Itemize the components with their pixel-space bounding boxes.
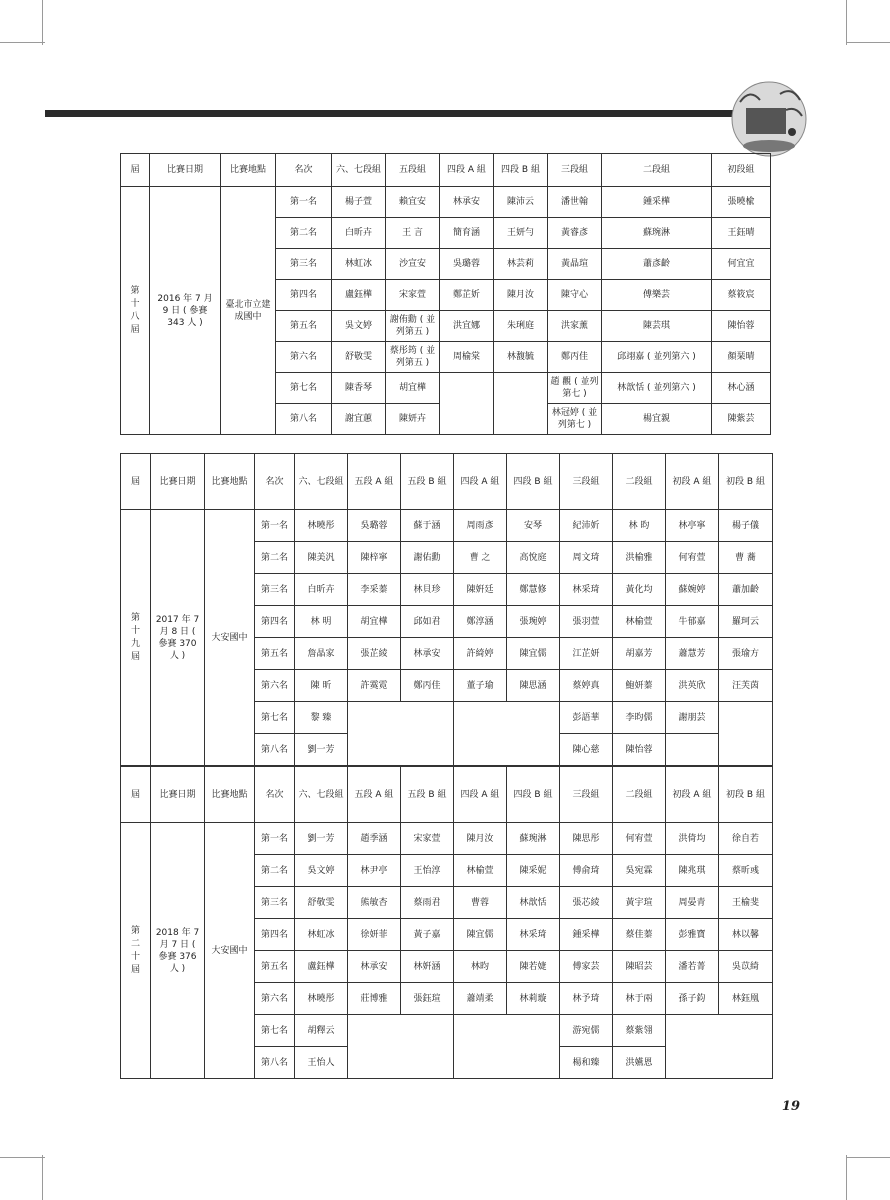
winner-cell: 李昀儒 xyxy=(613,702,666,734)
rank-cell: 第四名 xyxy=(255,606,295,638)
column-header: 比賽地點 xyxy=(205,767,255,823)
winner-cell: 陳若婕 xyxy=(507,951,560,983)
crop-mark xyxy=(42,0,43,45)
winner-cell: 陳月汝 xyxy=(454,823,507,855)
rank-cell: 第七名 xyxy=(255,702,295,734)
winner-cell: 張琬婷 xyxy=(507,606,560,638)
winner-cell: 朱琍庭 xyxy=(494,311,548,342)
winner-cell: 謝朋芸 xyxy=(666,702,719,734)
winner-cell: 蔡紫翎 xyxy=(613,1015,666,1047)
column-header: 比賽日期 xyxy=(151,454,205,510)
winner-cell: 洪倚均 xyxy=(666,823,719,855)
winner-cell: 吳苡綺 xyxy=(719,951,773,983)
winner-cell: 陳思彤 xyxy=(560,823,613,855)
column-header: 初段組 xyxy=(712,154,771,187)
winner-cell: 林曉彤 xyxy=(295,510,348,542)
winner-cell: 舒敬雯 xyxy=(295,887,348,919)
winner-cell: 鄭淳涵 xyxy=(454,606,507,638)
winner-cell: 黃化均 xyxy=(613,574,666,606)
column-header: 初段 A 組 xyxy=(666,454,719,510)
column-header: 六、七段組 xyxy=(295,454,348,510)
winner-cell: 盧鈺樺 xyxy=(332,280,386,311)
column-header: 五段 B 組 xyxy=(401,454,454,510)
column-header: 三段組 xyxy=(548,154,602,187)
date-cell: 2017 年 7 月 8 日 ( 參賽 370 人 ) xyxy=(151,510,205,766)
winner-cell xyxy=(454,1015,560,1079)
venue-cell: 大安國中 xyxy=(205,510,255,766)
winner-cell: 林予琦 xyxy=(560,983,613,1015)
winner-cell: 洪榆雅 xyxy=(613,542,666,574)
winner-cell: 吳文婷 xyxy=(332,311,386,342)
winner-cell: 林鈺凰 xyxy=(719,983,773,1015)
winner-cell: 潘若菁 xyxy=(666,951,719,983)
winner-cell: 許綺婷 xyxy=(454,638,507,670)
winner-cell: 林芸莉 xyxy=(494,249,548,280)
winner-cell: 游宛儒 xyxy=(560,1015,613,1047)
winner-cell: 林采琦 xyxy=(560,574,613,606)
crop-mark xyxy=(42,1155,43,1200)
winner-cell: 鮑妍蓁 xyxy=(613,670,666,702)
winner-cell: 吳文婷 xyxy=(295,855,348,887)
winner-cell: 賴宜安 xyxy=(386,187,440,218)
session-cell xyxy=(121,187,150,435)
column-header: 四段 A 組 xyxy=(454,767,507,823)
winner-cell: 林莉璇 xyxy=(507,983,560,1015)
winner-cell: 謝佑勳 xyxy=(401,542,454,574)
winner-cell: 白昕卉 xyxy=(332,218,386,249)
winner-cell: 彭語華 xyxy=(560,702,613,734)
winner-cell: 詹晶家 xyxy=(295,638,348,670)
column-header: 四段 B 組 xyxy=(507,454,560,510)
winner-cell: 林歆恬 xyxy=(507,887,560,919)
winner-cell: 林心涵 xyxy=(712,373,771,404)
winner-cell: 陳宜儒 xyxy=(454,919,507,951)
winner-cell: 沙宣安 xyxy=(386,249,440,280)
venue-cell: 大安國中 xyxy=(205,823,255,1079)
winner-cell: 蔡彤筠 ( 並列第五 ) xyxy=(386,342,440,373)
winner-cell: 謝侑勳 ( 並列第五 ) xyxy=(386,311,440,342)
rank-cell: 第二名 xyxy=(255,855,295,887)
header-rule xyxy=(45,110,755,117)
column-header: 五段 A 組 xyxy=(348,767,401,823)
column-header: 六、七段組 xyxy=(332,154,386,187)
winner-cell: 洪英欣 xyxy=(666,670,719,702)
winner-cell: 洪宜娜 xyxy=(440,311,494,342)
column-header: 三段組 xyxy=(560,454,613,510)
winner-cell: 鄭芷妡 xyxy=(440,280,494,311)
winner-cell: 張芯綾 xyxy=(560,887,613,919)
winner-cell: 周文琦 xyxy=(560,542,613,574)
winner-cell: 牛郁嘉 xyxy=(666,606,719,638)
rank-cell: 第二名 xyxy=(255,542,295,574)
winner-cell: 林昀 xyxy=(454,951,507,983)
rank-cell: 第七名 xyxy=(276,373,332,404)
winner-cell xyxy=(454,702,560,766)
winner-cell xyxy=(719,702,773,766)
winner-cell: 簡育涵 xyxy=(440,218,494,249)
winner-cell: 何宥萱 xyxy=(666,542,719,574)
column-header: 五段 A 組 xyxy=(348,454,401,510)
winner-cell: 鄭丙佳 xyxy=(401,670,454,702)
winner-cell: 汪芙茵 xyxy=(719,670,773,702)
winner-cell: 鄭丙佳 xyxy=(548,342,602,373)
winner-cell: 蕭靖柔 xyxy=(454,983,507,1015)
column-header: 三段組 xyxy=(560,767,613,823)
rank-cell: 第三名 xyxy=(255,574,295,606)
column-header: 比賽地點 xyxy=(221,154,276,187)
table-row xyxy=(121,510,773,542)
go-board-logo xyxy=(730,80,808,158)
winner-cell: 陳兆琪 xyxy=(666,855,719,887)
winner-cell: 王妍勻 xyxy=(494,218,548,249)
winner-cell: 曹 之 xyxy=(454,542,507,574)
winner-cell: 蘇于涵 xyxy=(401,510,454,542)
winner-cell: 劉一芳 xyxy=(295,734,348,766)
winner-cell: 陳采妮 xyxy=(507,855,560,887)
rank-cell: 第五名 xyxy=(255,638,295,670)
winner-cell: 彭雅寶 xyxy=(666,919,719,951)
winner-cell: 邱如君 xyxy=(401,606,454,638)
winner-cell: 林歆恬 ( 並列第六 ) xyxy=(602,373,712,404)
winner-cell: 洪家薰 xyxy=(548,311,602,342)
session-label: 第二十屆 xyxy=(130,925,140,975)
column-header: 比賽日期 xyxy=(150,154,221,187)
winner-cell: 盧鈺樺 xyxy=(295,951,348,983)
rank-cell: 第五名 xyxy=(276,311,332,342)
winner-cell: 陳昭芸 xyxy=(613,951,666,983)
winner-cell: 楊宜親 xyxy=(602,404,712,435)
winner-cell: 潘世翰 xyxy=(548,187,602,218)
crop-mark xyxy=(846,1155,847,1200)
winner-cell xyxy=(666,734,719,766)
rank-cell: 第八名 xyxy=(255,734,295,766)
crop-mark xyxy=(846,42,890,43)
winner-cell: 楊子儀 xyxy=(719,510,773,542)
winner-cell: 白昕卉 xyxy=(295,574,348,606)
winner-cell: 高悅庭 xyxy=(507,542,560,574)
winner-cell: 謝宜蕙 xyxy=(332,404,386,435)
winner-cell: 李采蓁 xyxy=(348,574,401,606)
winner-cell: 陳怡蓉 xyxy=(613,734,666,766)
column-header: 四段 A 組 xyxy=(454,454,507,510)
rank-cell: 第一名 xyxy=(255,510,295,542)
winner-cell: 陳思涵 xyxy=(507,670,560,702)
crop-mark xyxy=(0,42,45,43)
column-header: 屆 xyxy=(121,767,151,823)
column-header: 屆 xyxy=(121,454,151,510)
winner-cell xyxy=(440,373,494,435)
winner-cell: 曹蓉 xyxy=(454,887,507,919)
winner-cell: 王鈺晴 xyxy=(712,218,771,249)
winner-cell: 陳紫芸 xyxy=(712,404,771,435)
crop-mark xyxy=(0,1157,45,1158)
winner-cell: 陳姸廷 xyxy=(454,574,507,606)
rank-cell: 第二名 xyxy=(276,218,332,249)
winner-cell: 王怡人 xyxy=(295,1047,348,1079)
session-label: 第十八屆 xyxy=(130,285,140,335)
column-header: 名次 xyxy=(255,767,295,823)
session-cell xyxy=(121,823,151,1079)
table-header-row xyxy=(121,767,773,823)
winner-cell: 林承安 xyxy=(348,951,401,983)
winner-cell: 周雨彥 xyxy=(454,510,507,542)
winner-cell: 鄭慧修 xyxy=(507,574,560,606)
column-header: 初段 B 組 xyxy=(719,767,773,823)
winner-cell: 周晏青 xyxy=(666,887,719,919)
winner-cell: 邱翊嘉 ( 並列第六 ) xyxy=(602,342,712,373)
table-row xyxy=(121,823,773,855)
winner-cell: 傅家芸 xyxy=(560,951,613,983)
winner-cell: 林馥毓 xyxy=(494,342,548,373)
winner-cell: 陳守心 xyxy=(548,280,602,311)
column-header: 屆 xyxy=(121,154,150,187)
table-header-row xyxy=(121,454,773,510)
rank-cell: 第八名 xyxy=(276,404,332,435)
column-header: 四段 B 組 xyxy=(494,154,548,187)
winner-cell: 胡宜樺 xyxy=(348,606,401,638)
winner-cell: 胡宜樺 xyxy=(386,373,440,404)
rank-cell: 第四名 xyxy=(255,919,295,951)
winner-cell: 曹 蕎 xyxy=(719,542,773,574)
winner-cell: 黎 臻 xyxy=(295,702,348,734)
column-header: 初段 A 組 xyxy=(666,767,719,823)
winner-cell: 陳芸琪 xyxy=(602,311,712,342)
rank-cell: 第六名 xyxy=(255,983,295,1015)
rank-cell: 第七名 xyxy=(255,1015,295,1047)
session-cell xyxy=(121,510,151,766)
rank-cell: 第一名 xyxy=(276,187,332,218)
winner-cell: 宋家萱 xyxy=(386,280,440,311)
column-header: 名次 xyxy=(276,154,332,187)
winner-cell: 陳怡蓉 xyxy=(712,311,771,342)
winner-cell xyxy=(666,1015,773,1079)
winner-cell: 趙 觀 ( 並列第七 ) xyxy=(548,373,602,404)
venue-cell: 臺北市立建成國中 xyxy=(221,187,276,435)
winner-cell: 羅珂云 xyxy=(719,606,773,638)
winner-cell: 吳宛霖 xyxy=(613,855,666,887)
winner-cell: 蕭慧芳 xyxy=(666,638,719,670)
winner-cell: 胡嘉芳 xyxy=(613,638,666,670)
rank-cell: 第八名 xyxy=(255,1047,295,1079)
session-label: 第十九屆 xyxy=(130,612,140,662)
winner-cell xyxy=(348,1015,454,1079)
winner-cell: 許霙霓 xyxy=(348,670,401,702)
column-header: 二段組 xyxy=(613,454,666,510)
winner-cell: 江芷妍 xyxy=(560,638,613,670)
winner-cell: 黃晶瑄 xyxy=(548,249,602,280)
winner-cell: 林 明 xyxy=(295,606,348,638)
winner-cell: 傅樂芸 xyxy=(602,280,712,311)
results-table-18 xyxy=(120,153,771,435)
column-header: 四段 B 組 xyxy=(507,767,560,823)
rank-cell: 第六名 xyxy=(255,670,295,702)
column-header: 比賽日期 xyxy=(151,767,205,823)
column-header: 初段 B 組 xyxy=(719,454,773,510)
column-header: 五段 B 組 xyxy=(401,767,454,823)
winner-cell: 林承安 xyxy=(401,638,454,670)
column-header: 四段 A 組 xyxy=(440,154,494,187)
winner-cell: 劉一芳 xyxy=(295,823,348,855)
winner-cell: 張芷綾 xyxy=(348,638,401,670)
winner-cell: 林姸涵 xyxy=(401,951,454,983)
winner-cell: 鍾采樺 xyxy=(560,919,613,951)
winner-cell: 蘇琬淋 xyxy=(602,218,712,249)
winner-cell: 傅俞琦 xyxy=(560,855,613,887)
column-header: 比賽地點 xyxy=(205,454,255,510)
winner-cell: 蘇婉婷 xyxy=(666,574,719,606)
winner-cell: 黃子嘉 xyxy=(401,919,454,951)
rank-cell: 第五名 xyxy=(255,951,295,983)
winner-cell: 蕭加齡 xyxy=(719,574,773,606)
winner-cell: 蔡佳蓁 xyxy=(613,919,666,951)
winner-cell: 趙季涵 xyxy=(348,823,401,855)
winner-cell: 林虹冰 xyxy=(295,919,348,951)
column-header: 六、七段組 xyxy=(295,767,348,823)
winner-cell: 王怡淳 xyxy=(401,855,454,887)
winner-cell: 林亭寧 xyxy=(666,510,719,542)
winner-cell: 紀沛妡 xyxy=(560,510,613,542)
winner-cell: 楊和臻 xyxy=(560,1047,613,1079)
winner-cell: 蔡雨君 xyxy=(401,887,454,919)
column-header: 二段組 xyxy=(602,154,712,187)
date-cell: 2016 年 7 月 9 日 ( 參賽 343 人 ) xyxy=(150,187,221,435)
winner-cell: 孫子鈞 xyxy=(666,983,719,1015)
winner-cell xyxy=(494,373,548,435)
winner-cell: 張羽萱 xyxy=(560,606,613,638)
table-header-row xyxy=(121,154,771,187)
winner-cell: 林承安 xyxy=(440,187,494,218)
winner-cell: 洪嬿恩 xyxy=(613,1047,666,1079)
winner-cell: 蔡婷真 xyxy=(560,670,613,702)
winner-cell: 徐自若 xyxy=(719,823,773,855)
winner-cell: 陳月汝 xyxy=(494,280,548,311)
winner-cell: 張瑜方 xyxy=(719,638,773,670)
winner-cell: 顏琹晴 xyxy=(712,342,771,373)
winner-cell xyxy=(348,702,454,766)
rank-cell: 第一名 xyxy=(255,823,295,855)
winner-cell: 舒敬雯 xyxy=(332,342,386,373)
winner-cell: 林采琦 xyxy=(507,919,560,951)
winner-cell: 蔡昕彧 xyxy=(719,855,773,887)
winner-cell: 鍾采樺 xyxy=(602,187,712,218)
winner-cell: 林榆萱 xyxy=(613,606,666,638)
winner-cell: 張鈺瑄 xyxy=(401,983,454,1015)
winner-cell: 陳美汎 xyxy=(295,542,348,574)
winner-cell: 張曉楡 xyxy=(712,187,771,218)
winner-cell: 黃宇瑄 xyxy=(613,887,666,919)
winner-cell: 王 言 xyxy=(386,218,440,249)
column-header: 五段組 xyxy=(386,154,440,187)
table-row xyxy=(121,187,771,218)
winner-cell: 陳心慈 xyxy=(560,734,613,766)
column-header: 名次 xyxy=(255,454,295,510)
winner-cell: 熊敏杏 xyxy=(348,887,401,919)
rank-cell: 第三名 xyxy=(255,887,295,919)
winner-cell: 林榆萱 xyxy=(454,855,507,887)
winner-cell: 陳宜儒 xyxy=(507,638,560,670)
rank-cell: 第四名 xyxy=(276,280,332,311)
winner-cell: 陳 昕 xyxy=(295,670,348,702)
winner-cell: 何宥萱 xyxy=(613,823,666,855)
winner-cell: 林以馨 xyxy=(719,919,773,951)
results-table-20 xyxy=(120,766,773,1079)
winner-cell: 吳璐蓉 xyxy=(348,510,401,542)
winner-cell: 林 昀 xyxy=(613,510,666,542)
winner-cell: 何宜宜 xyxy=(712,249,771,280)
winner-cell: 安琴 xyxy=(507,510,560,542)
winner-cell: 黃睿彥 xyxy=(548,218,602,249)
winner-cell: 莊博雅 xyxy=(348,983,401,1015)
column-header: 二段組 xyxy=(613,767,666,823)
winner-cell: 蘇琬淋 xyxy=(507,823,560,855)
winner-cell: 陳沛云 xyxy=(494,187,548,218)
winner-cell: 陳梓寧 xyxy=(348,542,401,574)
winner-cell: 陳香琴 xyxy=(332,373,386,404)
rank-cell: 第六名 xyxy=(276,342,332,373)
winner-cell: 陳妍卉 xyxy=(386,404,440,435)
results-table-19 xyxy=(120,453,773,766)
crop-mark xyxy=(846,1157,890,1158)
winner-cell: 林曉彤 xyxy=(295,983,348,1015)
winner-cell: 董子瑜 xyxy=(454,670,507,702)
winner-cell: 林冠婷 ( 並列第七 ) xyxy=(548,404,602,435)
winner-cell: 林虹冰 xyxy=(332,249,386,280)
winner-cell: 王榆斐 xyxy=(719,887,773,919)
winner-cell: 胡釋云 xyxy=(295,1015,348,1047)
winner-cell: 林尹亭 xyxy=(348,855,401,887)
winner-cell: 蕭彥齡 xyxy=(602,249,712,280)
winner-cell: 周榆棠 xyxy=(440,342,494,373)
crop-mark xyxy=(846,0,847,45)
winner-cell: 林于兩 xyxy=(613,983,666,1015)
page-number: 19 xyxy=(781,1099,800,1114)
winner-cell: 徐妍菲 xyxy=(348,919,401,951)
rank-cell: 第三名 xyxy=(276,249,332,280)
winner-cell: 蔡筱宸 xyxy=(712,280,771,311)
winner-cell: 林貝珍 xyxy=(401,574,454,606)
winner-cell: 楊子萱 xyxy=(332,187,386,218)
winner-cell: 宋家萱 xyxy=(401,823,454,855)
date-cell: 2018 年 7 月 7 日 ( 參賽 376 人 ) xyxy=(151,823,205,1079)
winner-cell: 吳璐蓉 xyxy=(440,249,494,280)
